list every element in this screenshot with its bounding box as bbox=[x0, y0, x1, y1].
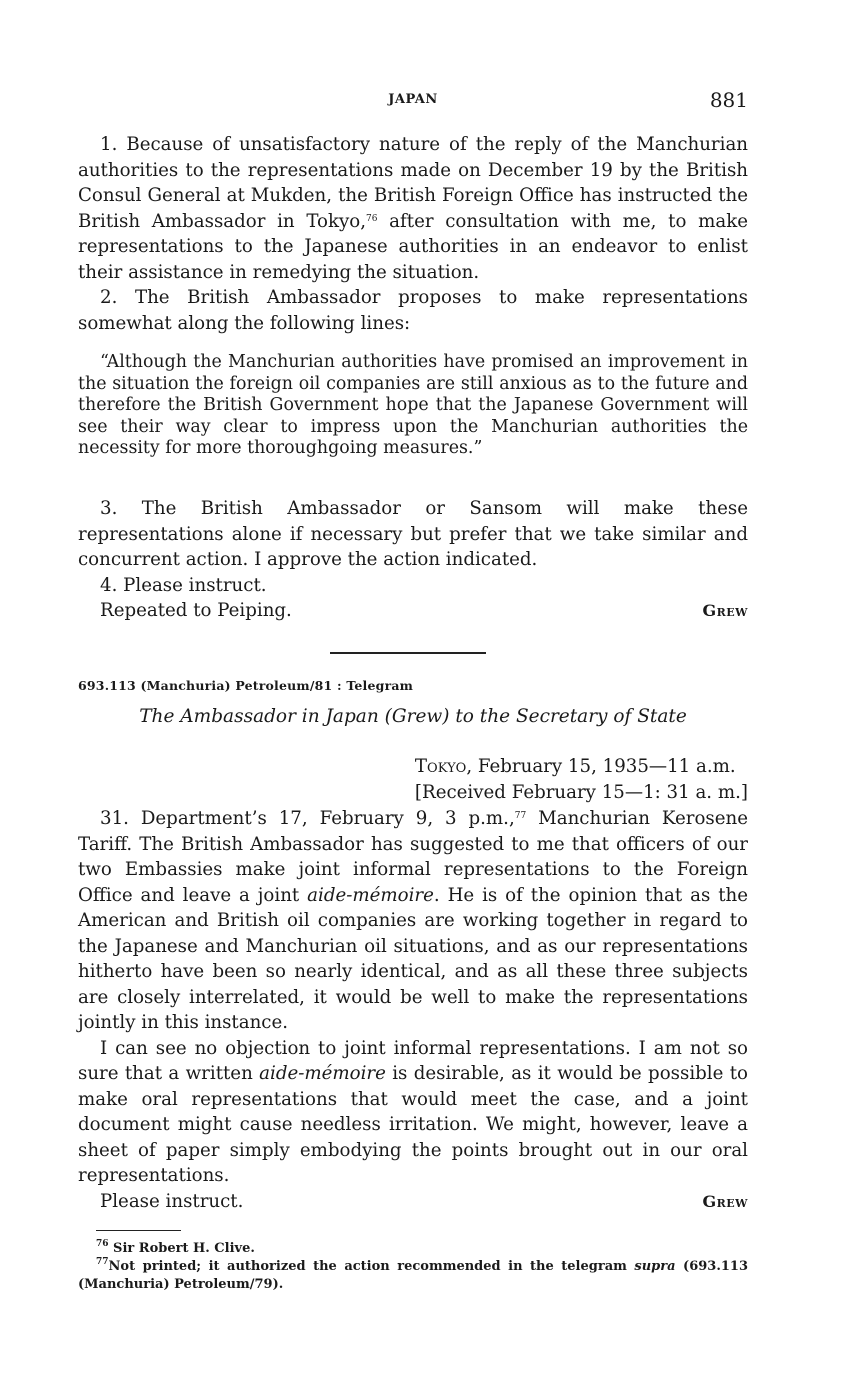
dateline-date: February 15, 1935—11 a.m. bbox=[472, 756, 736, 777]
paragraph-1: 1. Because of unsatisfactory nature of the reply of the Manchurian authorities to the representations made on December 19 by the British Consul General at Mukden, the British Foreign Office has instructed the British Ambassador in Tokyo,$^{76}$ after consultation with me, to make representations to the Japanese authorities in an endeavor to enlist their assistance in remedying the situation. bbox=[78, 134, 748, 283]
paragraph-2: 2. The British Ambassador proposes to make representations somewhat along the following lines: bbox=[78, 287, 748, 334]
footnotes bbox=[78, 1240, 748, 1294]
second-document-body bbox=[78, 806, 748, 1214]
closing-text: Please instruct. bbox=[100, 1190, 244, 1212]
block-quote: “Although the Manchurian authorities have promised an improvement in the situation the foreign oil companies are still anxious as to the future and therefore the British Government hope that the Japanese Government will see their way clear to impress upon the Manchurian authorities the necessity for more thoroughgoing measures.” bbox=[78, 352, 748, 459]
footnote-ref-76: 76 bbox=[366, 213, 378, 224]
first-document-continued bbox=[78, 496, 748, 624]
closing-line bbox=[78, 1189, 748, 1215]
signature-grew-2: Grew bbox=[702, 1191, 748, 1211]
dateline bbox=[415, 754, 748, 806]
dateline-place: Tokyo, bbox=[414, 756, 473, 777]
paragraph-3: 3. The British Ambassador or Sansom will make these representations alone if necessary but prefer that we take similar and concurrent action. I approve the action indicated. bbox=[78, 498, 748, 570]
running-head: JAPAN bbox=[388, 92, 438, 107]
file-reference: 693.113 (Manchuria) Petroleum/81 : Telegram bbox=[78, 678, 414, 693]
section-divider bbox=[330, 652, 486, 654]
footnote-76: $^{76}$ Sir Robert H. Clive. bbox=[96, 1239, 255, 1256]
footnote-77: $^{77}$Not printed; it authorized the action recommended in the telegram supra (693.113 (Manchuria) Petroleum/79). bbox=[78, 1257, 749, 1292]
footnote-ref-77: 77 bbox=[514, 811, 527, 821]
repeated-to: Repeated to Peiping. bbox=[100, 600, 292, 621]
page-number: 881 bbox=[709, 88, 748, 112]
first-document-body bbox=[78, 132, 748, 336]
repeated-line bbox=[78, 598, 748, 624]
paragraph-4: 4. Please instruct. bbox=[100, 574, 267, 596]
page-header bbox=[78, 88, 748, 114]
document-title: The Ambassador in Japan (Grew) to the Secretary of State bbox=[139, 706, 687, 727]
telegram-paragraph-2: I can see no objection to joint informal representations. I am not so sure that a written aide-mémoire is desirable, as it would be possible to make oral representations that would meet the case, and a joint document might cause needless irritation. We might, however, leave a sheet of paper simply embodying the points brought out in our oral representations. bbox=[78, 1037, 748, 1186]
signature-grew-1: Grew bbox=[702, 601, 748, 620]
footnote-divider bbox=[96, 1230, 181, 1231]
telegram-paragraph-1: 31. Department’s 17, February 9, 3 p.m.,$^{77}$ Manchurian Kerosene Tariff. The British Ambassador has suggested to me that officers of our two Embassies make joint informal representations to the Foreign Office and leave a joint aide-mémoire. He is of the opinion that as the American and British oil companies are working together in regard to the Japanese and Manchurian oil situations, and as our representations hitherto have been so nearly identical, and as all these three subjects are closely interrelated, it would be well to make the representations jointly in this instance. bbox=[78, 808, 749, 1033]
received-line: [Received February 15—1: 31 a. m.] bbox=[414, 782, 748, 803]
